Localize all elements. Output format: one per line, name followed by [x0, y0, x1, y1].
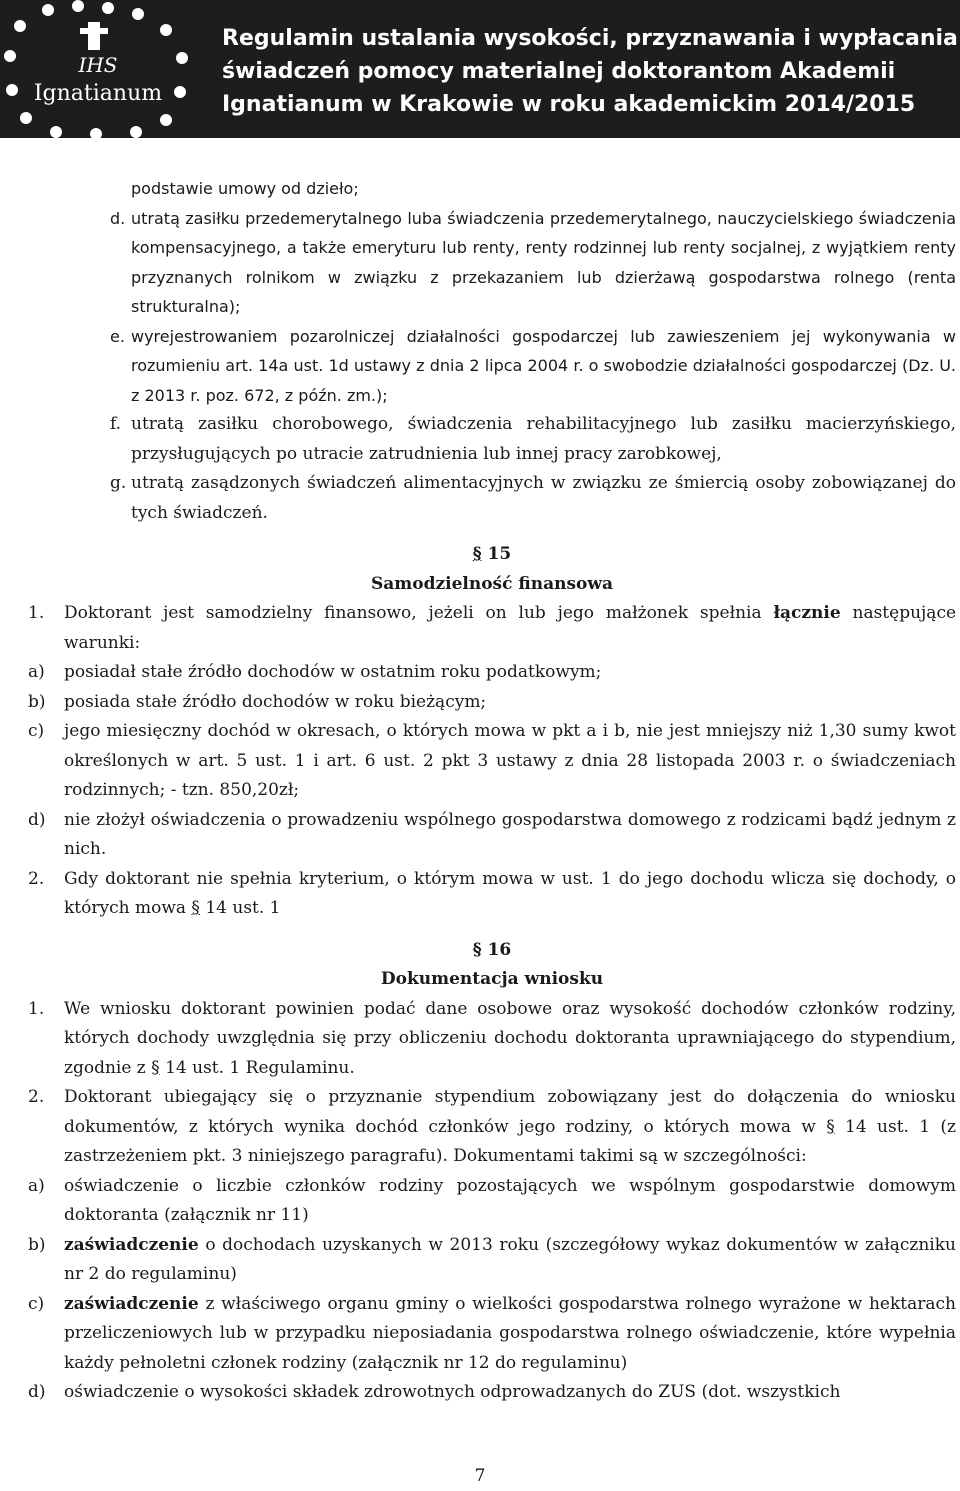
list-item-d — [28, 204, 956, 322]
condition-b: b) posiada stałe źródło dochodów w roku bieżącym; — [28, 688, 956, 718]
list-marker: d. — [110, 208, 126, 228]
section-15-paragraph-1: 1. Doktorant jest samodzielny finansowo, jeżeli on lub jego małżonek spełnia łącznie następujące warunki: — [28, 599, 956, 658]
continuation-line: podstawie umowy od dzieło; — [131, 179, 359, 198]
section-16-heading — [28, 936, 956, 966]
page-body — [28, 174, 956, 1408]
page-header — [0, 0, 960, 138]
svg-text:IHS: IHS — [78, 53, 118, 77]
svg-text:Ignatianum: Ignatianum — [33, 81, 163, 106]
condition-d: d) nie złożył oświadczenia o prowadzeniu wspólnego gospodarstwa domowego z rodzicami bądź jednym z nich. — [28, 806, 956, 865]
list-marker: d) — [28, 1382, 46, 1402]
list-marker: c) — [28, 1293, 45, 1314]
list-marker: e. — [110, 326, 125, 346]
list-marker: c) — [28, 721, 45, 741]
section-16-paragraph-2: 2. Doktorant ubiegający się o przyznanie stypendium zobowiązany jest do dołączenia do wniosku dokumentów, z których wynika dochód członków jego rodziny, o których mowa w § 14 ust. 1 (z zastrzeżeniem pkt. 3 niniejszego paragrafu). Dokumentami takimi są w szczególności: — [28, 1083, 956, 1172]
paragraph-marker: 1. — [28, 998, 45, 1019]
condition-c: c) jego miesięczny dochód w okresach, o których mowa w pkt a i b, nie jest mniejszy niż 1,30 sumy kwot określonych w art. 5 ust. 1 i art. 6 ust. 2 pkt 3 ustawy z dnia 28 listopada 2003 r. o świadczeniach rodzinnych; - tzn. 850,20zł; — [28, 717, 956, 806]
ignatianum-logo — [0, 0, 208, 138]
list-text: wyrejestrowaniem pozarolniczej działalności gospodarczej lub zawieszeniem jej wykonywania w rozumieniu art. 14a ust. 1d ustawy z dnia 2 lipca 2004 r. o swobodzie działalności gospodarczej (Dz. U. z 2013 r. poz. 672, z późn. zm.); — [131, 326, 956, 405]
list-text: utratą zasiłku chorobowego, świadczenia rehabilitacyjnego lub zasiłku macierzyńskiego, przysługujących po utracie zatrudnienia lub innej pracy zarobkowej, — [131, 414, 956, 464]
list-marker: a) — [28, 1175, 45, 1196]
section-16-paragraph-1: 1. We wniosku doktorant powinien podać dane osobowe oraz wysokość dochodów członków rodziny, których dochody uwzględnia się przy obliczeniu dochodu doktoranta uprawniającego do stypendium, zgodnie z § 14 ust. 1 Regulaminu. — [28, 995, 956, 1084]
title-line-2: świadczeń pomocy materialnej doktorantom Akademii — [222, 59, 896, 84]
section-sign-icon: § — [472, 939, 482, 960]
list-text: utratą zasądzonych świadczeń alimentacyjnych w związku ze śmiercią osoby zobowiązanej do tych świadczeń. — [131, 473, 956, 523]
section-number: 16 — [487, 939, 512, 960]
list-marker: g. — [110, 473, 127, 493]
title-line-3: Ignatianum w Krakowie w roku akademickim 2014/2015 — [222, 92, 916, 117]
section-number: 15 — [487, 544, 512, 564]
section-15-paragraph-2: 2. Gdy doktorant nie spełnia kryterium, o którym mowa w ust. 1 do jego dochodu wlicza się dochody, o których mowa § 14 ust. 1 — [28, 865, 956, 924]
document-a: a) oświadczenie o liczbie członków rodziny pozostających we wspólnym gospodarstwie domowym doktoranta (załącznik nr 11) — [28, 1172, 956, 1231]
list-marker: f. — [110, 414, 122, 434]
list-marker: a) — [28, 662, 45, 682]
section-sign-icon: § — [472, 544, 482, 564]
list-item-f — [28, 410, 956, 469]
list-marker: d) — [28, 809, 46, 830]
title-line-1: Regulamin ustalania wysokości, przyznawania i wypłacania — [222, 26, 958, 51]
section-15-heading — [28, 540, 956, 570]
list-item-e — [28, 322, 956, 411]
condition-a: a) posiadał stałe źródło dochodów w ostatnim roku podatkowym; — [28, 658, 956, 688]
emphasis: łącznie — [773, 603, 841, 623]
paragraph-marker: 2. — [28, 1087, 45, 1107]
section-sign-icon: § — [826, 1116, 835, 1137]
document-title — [222, 22, 958, 121]
section-15-title: Samodzielność finansowa — [370, 573, 614, 594]
section-sign-icon: § — [191, 898, 200, 918]
document-c: c) zaświadczenie z właściwego organu gminy o wielkości gospodarstwa rolnego wyrażone w hektarach przeliczeniowych lub w przypadku nieposiadania gospodarstwa rolnego oświadczenie, które wypełnia każdy pełnoletni członek rodziny (załącznik nr 12 do regulaminu) — [28, 1290, 956, 1379]
section-16-title: Dokumentacja wniosku — [380, 969, 604, 989]
emphasis: zaświadczenie — [64, 1234, 199, 1255]
document-b: b) zaświadczenie o dochodach uzyskanych w 2013 roku (szczegółowy wykaz dokumentów w załączniku nr 2 do regulaminu) — [28, 1231, 956, 1290]
paragraph-marker: 1. — [28, 603, 45, 623]
ignatianum-logo-graphic — [0, 0, 208, 138]
document-d: d) oświadczenie o wysokości składek zdrowotnych odprowadzanych do ZUS (dot. wszystkich — [28, 1378, 956, 1408]
list-marker: b) — [28, 1234, 46, 1255]
page-number: 7 — [474, 1466, 486, 1486]
emphasis: zaświadczenie — [64, 1293, 199, 1314]
list-text: utratą zasiłku przedemerytalnego luba świadczenia przedemerytalnego, nauczycielskiego świadczenia kompensacyjnego, a także emeryturu lub renty, renty rodzinnej lub renty socjalnej, z wyjątkiem renty przyznanych rolnikom w związku z przekazaniem lub dzierżawą gospodarstwa rolnego (renta strukturalna); — [131, 208, 956, 316]
paragraph-marker: 2. — [28, 868, 45, 889]
list-marker: b) — [28, 691, 46, 712]
list-item-g — [28, 469, 956, 528]
section-sign-icon: § — [151, 1057, 160, 1078]
